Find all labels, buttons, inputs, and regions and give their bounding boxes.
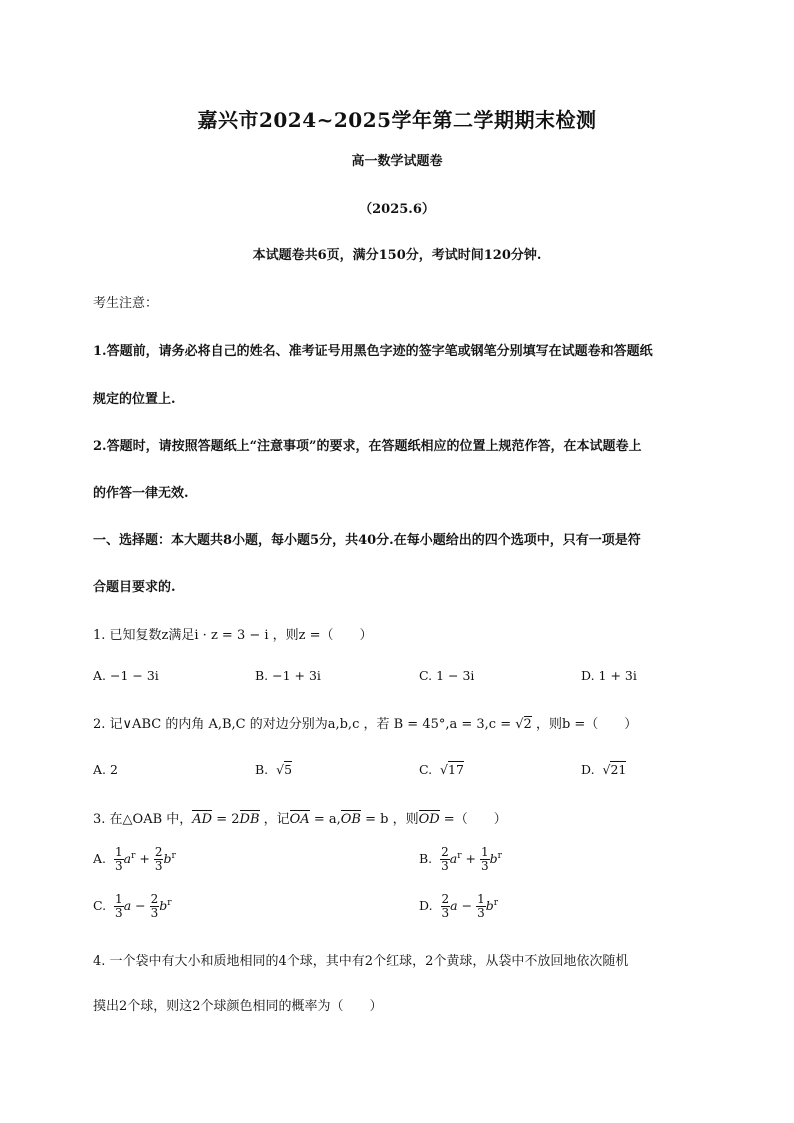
q1-option-a: A. −1 − 3i [93,668,159,683]
q3-stem-part-b: ，记 [259,812,290,827]
exam-date: （2025.6） [359,202,435,217]
fraction: $\frac{1}{3}$ [115,892,123,920]
q3-stem-part-a: 3. 在△OAB 中， [93,812,193,827]
section1-line2: 合题目要求的. [93,580,176,595]
q2-stem-part-a: 2. 记∨ABC 的内角 A,B,C 的对边分别为a,b,c ，若 B = 45°,a = 3,c = [93,717,516,732]
vector-db: DB [239,812,260,827]
q2-option-c [419,762,464,777]
fraction: $\frac{1}{3}$ [477,892,485,920]
q2-option-b-root: 5 [284,762,293,777]
q2-option-b [255,762,292,777]
q3-stem-part-c: =（ ） [439,812,507,827]
q2-option-d-root: 21 [610,762,627,777]
q1-option-b: B. −1 + 3i [255,668,321,683]
section1-line1: 一、选择题：本大题共8小题，每小题5分，共40分.在每小题给出的四个选项中，只有一项是符 [93,533,641,548]
q2-option-d [581,762,626,777]
fraction: $\frac{2}{3}$ [441,845,449,873]
q4-line1: 4. 一个袋中有大小和质地相同的4个球，其中有2个红球，2个黄球，从袋中不放回地依次随机 [93,954,629,969]
q4-line2: 摸出2个球，则这2个球颜色相同的概率为（ ） [93,999,383,1014]
q3-option-c-label: C. [93,898,107,913]
q3-option-d: D. $\frac{2}{3}$ a − $\frac{1}{3}$ $b^r$ [419,892,499,920]
q3-eq1: = 2 [212,812,240,827]
sqrt-symbol: √ [602,762,611,777]
exam-intro: 本试题卷共6页，满分150分，考试时间120分钟. [252,248,542,263]
vector-od: OD [418,812,440,827]
vector-ad: AD [192,812,213,827]
fraction: $\frac{2}{3}$ [154,845,163,873]
exam-title: 嘉兴市2024~2025学年第二学期期末检测 [197,108,597,132]
q2-stem [93,713,637,732]
notice-item1-line1: 1.答题前，请务必将自己的姓名、准考证号用黑色字迹的签字笔或钢笔分别填写在试题卷和答题纸 [93,344,653,359]
sqrt-symbol: √ [440,762,449,777]
q1-stem: 1. 已知复数z满足i · z = 3 − i ，则z =（ ） [93,628,373,643]
q2-option-c-label: C. [419,762,433,777]
q1-option-c: C. 1 − 3i [419,668,475,683]
q2-option-c-root: 17 [448,762,464,777]
q3-option-b: B. $\frac{2}{3}$ $a^r$ + $\frac{1}{3}$ $b^r$ [419,845,502,873]
q2-option-a: A. 2 [93,762,118,777]
q3-stem [93,808,507,827]
q3-eq3: = b ，则 [360,812,419,827]
exam-subtitle: 高一数学试题卷 [351,154,443,169]
notice-heading: 考生注意： [93,296,159,311]
fraction: $\frac{1}{3}$ [480,845,489,873]
q3-option-b-label: B. [419,851,433,866]
fraction: $\frac{2}{3}$ [441,892,450,920]
vector-ob: OB [340,812,361,827]
q3-option-d-label: D. [419,898,433,913]
notice-item1-line2: 规定的位置上. [93,392,176,407]
sqrt-symbol: √ [515,717,524,732]
fraction: $\frac{2}{3}$ [150,892,159,920]
q3-option-a-label: A. [93,851,107,866]
fraction: $\frac{1}{3}$ [114,845,123,873]
q3-eq2: = a, [309,812,341,827]
q1-option-d: D. 1 + 3i [581,668,637,683]
notice-item2-line2: 的作答一律无效. [93,486,189,501]
sqrt-symbol: √ [276,762,285,777]
q2-option-b-label: B. [255,762,269,777]
notice-item2-line1: 2.答题时，请按照答题纸上“注意事项”的要求，在答题纸相应的位置上规范作答，在本试题卷上 [93,439,642,454]
q2-stem-root: 2 [523,717,532,732]
q3-option-c: C. $\frac{1}{3}$ a − $\frac{2}{3}$ $b^r$ [93,892,172,920]
q2-option-d-label: D. [581,762,595,777]
q2-stem-part-b: ，则b =（ ） [531,717,638,732]
vector-oa: OA [289,812,310,827]
q3-option-a: A. $\frac{1}{3}$ $a^r$ + $\frac{2}{3}$ $b^r$ [93,845,176,873]
